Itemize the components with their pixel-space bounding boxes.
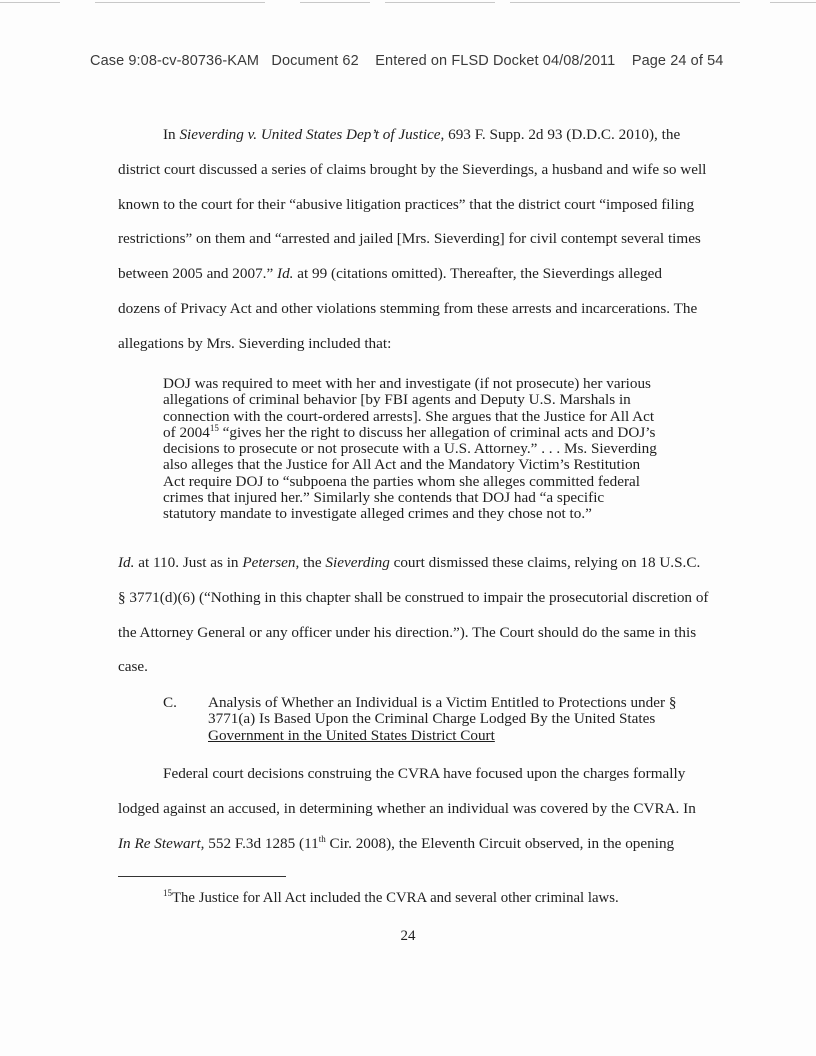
heading-line: Analysis of Whether an Individual is a Victim Entitled to Protections under § <box>208 694 677 711</box>
text-line: district court discussed a series of claims brought by the Sieverdings, a husband and wife so well <box>118 160 707 178</box>
quote-line: allegations of criminal behavior [by FBI agents and Deputy U.S. Marshals in <box>163 391 631 409</box>
quote-line: also alleges that the Justice for All Act and the Mandatory Victim’s Restitution <box>163 456 641 474</box>
page-number: 24 <box>400 928 416 944</box>
quote-line: connection with the court-ordered arrests]. She argues that the Justice for All Act <box>163 407 655 425</box>
footnote-text: The Justice for All Act included the CVRA and several other criminal laws. <box>172 890 619 906</box>
quote-line: of 2004$^{15}$ “gives her the right to discuss her allegation of criminal acts and DOJ’s <box>163 422 656 441</box>
document-number: Document 62 <box>271 53 359 69</box>
section-label: C. <box>163 694 177 711</box>
footnote-15 <box>163 890 619 907</box>
text-line: known to the court for their “abusive litigation practices” that the district court “imposed filing <box>118 195 695 213</box>
block-quote <box>163 376 663 523</box>
case-citation: Sieverding v. United States Dep’t of Justice <box>179 126 441 143</box>
quote-line: statutory mandate to investigate alleged crimes and they chose not to.” <box>163 505 592 523</box>
heading-line: Government in the United States District Court <box>208 726 495 744</box>
docket-header <box>90 53 750 69</box>
text-line: lodged against an accused, in determining whether an individual was covered by the CVRA. In <box>118 799 696 817</box>
text-line: allegations by Mrs. Sieverding included that: <box>118 334 392 352</box>
quote-line: DOJ was required to meet with her and investigate (if not prosecute) her various <box>163 375 651 392</box>
footnote-marker: 15 <box>209 422 219 433</box>
text-line: the Attorney General or any officer under his direction.”). The Court should do the same in this <box>118 623 697 641</box>
quote-line: crimes that injured her.” Similarly she contends that DOJ had “a specific <box>163 489 605 507</box>
text-line: Id. at 110. Just as in Petersen, the Sieverding court dismissed these claims, relying on 18 U.S.C. <box>118 554 701 571</box>
text-line: dozens of Privacy Act and other violations stemming from these arrests and incarcerations. The <box>118 299 698 317</box>
text-line: Federal court decisions construing the CVRA have focused upon the charges formally <box>163 765 686 782</box>
paragraph-id-at-110 <box>118 546 708 685</box>
quote-line: decisions to prosecute or not prosecute with a U.S. Attorney.” . . . Ms. Sieverding <box>163 440 657 458</box>
paragraph-federal-court <box>118 757 708 861</box>
scan-artifact-top <box>0 0 816 14</box>
text-line: restrictions” on them and “arrested and jailed [Mrs. Sieverding] for civil contempt several times <box>118 230 701 248</box>
docket-entry: Entered on FLSD Docket 04/08/2011 <box>375 53 616 69</box>
paragraph-sieverding <box>118 118 708 362</box>
footnote-divider <box>118 876 286 877</box>
page-count: Page 24 of 54 <box>631 53 724 69</box>
text-line: § 3771(d)(6) (“Nothing in this chapter shall be construed to impair the prosecutorial discretion of <box>118 588 709 606</box>
text-line: between 2005 and 2007.” Id. at 99 (citations omitted). Thereafter, the Sieverdings alleged <box>118 265 663 283</box>
footnote-number: 15 <box>163 888 172 898</box>
case-number: Case 9:08-cv-80736-KAM <box>90 53 260 69</box>
text-line: In Re Stewart, 552 F.3d 1285 (11th Cir. 2008), the Eleventh Circuit observed, in the opening <box>118 833 675 852</box>
text-line: In Sieverding v. United States Dep’t of Justice, 693 F. Supp. 2d 93 (D.D.C. 2010), the <box>163 126 681 143</box>
text-line: case. <box>118 658 148 676</box>
heading-line: 3771(a) Is Based Upon the Criminal Charge Lodged By the United States <box>208 710 656 728</box>
quote-line: Act require DOJ to “subpoena the parties whom she alleges committed federal <box>163 472 640 490</box>
